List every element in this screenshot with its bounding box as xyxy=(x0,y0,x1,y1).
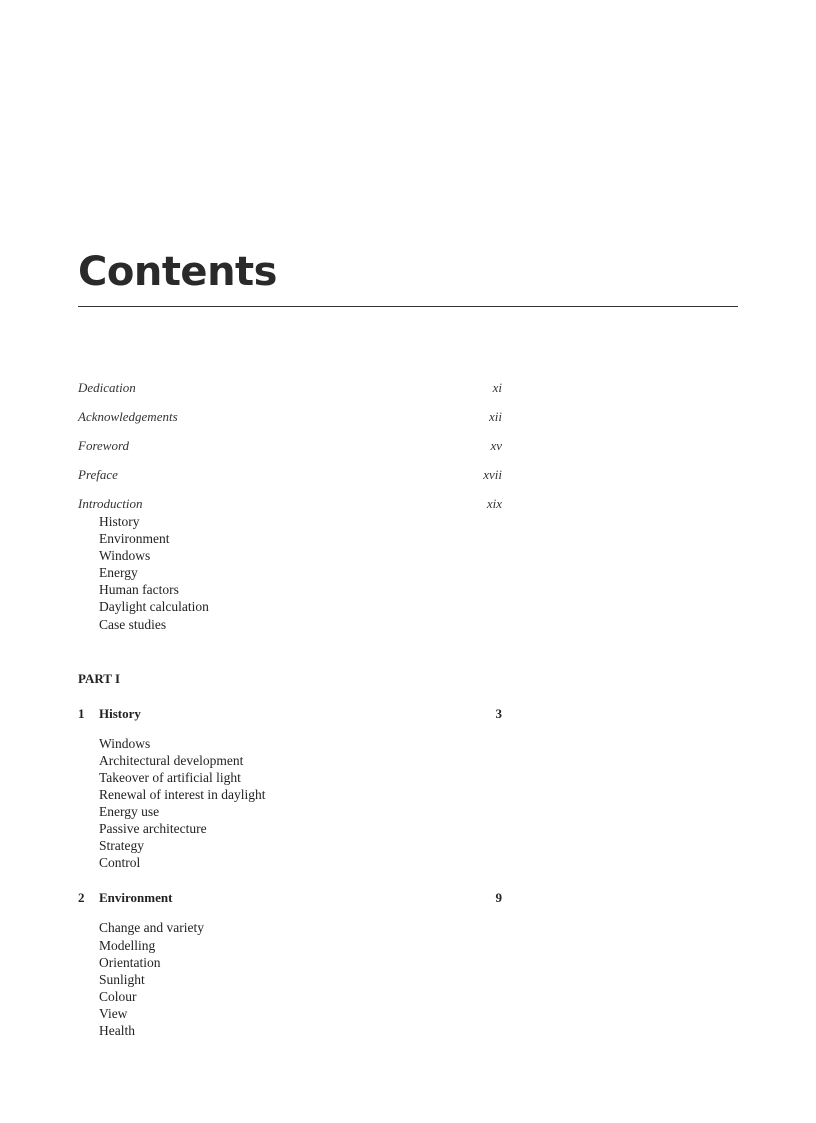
list-item: Windows xyxy=(99,735,151,751)
entry-page: xi xyxy=(492,380,502,395)
list-item: Daylight calculation xyxy=(99,599,209,615)
part-heading: PART I xyxy=(78,670,121,686)
list-item: Control xyxy=(99,855,141,871)
list-item: Energy use xyxy=(99,804,160,820)
toc-entry-acknowledgements[interactable] xyxy=(78,407,508,436)
toc-entry-dedication[interactable] xyxy=(78,378,508,407)
list-item: Environment xyxy=(99,531,170,547)
list-item: Health xyxy=(99,1022,135,1038)
list-item: Human factors xyxy=(99,582,179,598)
list-item: Sunlight xyxy=(99,971,145,987)
chapter-title: Environment xyxy=(99,890,173,906)
list-item: History xyxy=(99,514,140,529)
list-item: Architectural development xyxy=(99,752,244,768)
chapter-page: 3 xyxy=(495,705,502,721)
entry-label: Introduction xyxy=(78,496,143,511)
table-of-contents xyxy=(78,378,508,1039)
chapter-2-sections xyxy=(78,919,508,1039)
list-item: View xyxy=(99,1005,128,1021)
toc-chapter-1[interactable] xyxy=(78,705,508,723)
list-item: Energy xyxy=(99,565,138,581)
list-item: Passive architecture xyxy=(99,821,207,837)
list-item: Case studies xyxy=(99,616,167,632)
chapter-page: 9 xyxy=(495,890,502,906)
title-rule xyxy=(78,306,738,307)
list-item: Takeover of artificial light xyxy=(99,769,241,785)
chapter-1-sections xyxy=(78,735,508,872)
entry-page: xii xyxy=(489,409,502,424)
entry-page: xvii xyxy=(483,467,502,482)
page-title: Contents xyxy=(78,249,277,295)
entry-label: Dedication xyxy=(78,380,136,395)
list-item: Windows xyxy=(99,548,151,564)
list-item: Modelling xyxy=(99,937,156,953)
entry-label: Preface xyxy=(78,467,118,482)
entry-page: xv xyxy=(490,438,502,453)
toc-entry-preface[interactable] xyxy=(78,465,508,494)
chapter-number: 2 xyxy=(78,890,85,906)
toc-entry-foreword[interactable] xyxy=(78,436,508,465)
entry-page: xix xyxy=(486,496,502,511)
entry-label: Acknowledgements xyxy=(78,409,178,424)
list-item: Colour xyxy=(99,988,137,1004)
chapter-title: History xyxy=(99,705,141,721)
list-item: Orientation xyxy=(99,954,161,970)
chapter-number: 1 xyxy=(78,705,85,721)
entry-label: Foreword xyxy=(78,438,130,453)
list-item: Renewal of interest in daylight xyxy=(99,786,266,802)
introduction-sections xyxy=(78,513,508,633)
list-item: Change and variety xyxy=(99,920,204,936)
toc-chapter-2[interactable] xyxy=(78,889,508,907)
list-item: Strategy xyxy=(99,838,144,854)
